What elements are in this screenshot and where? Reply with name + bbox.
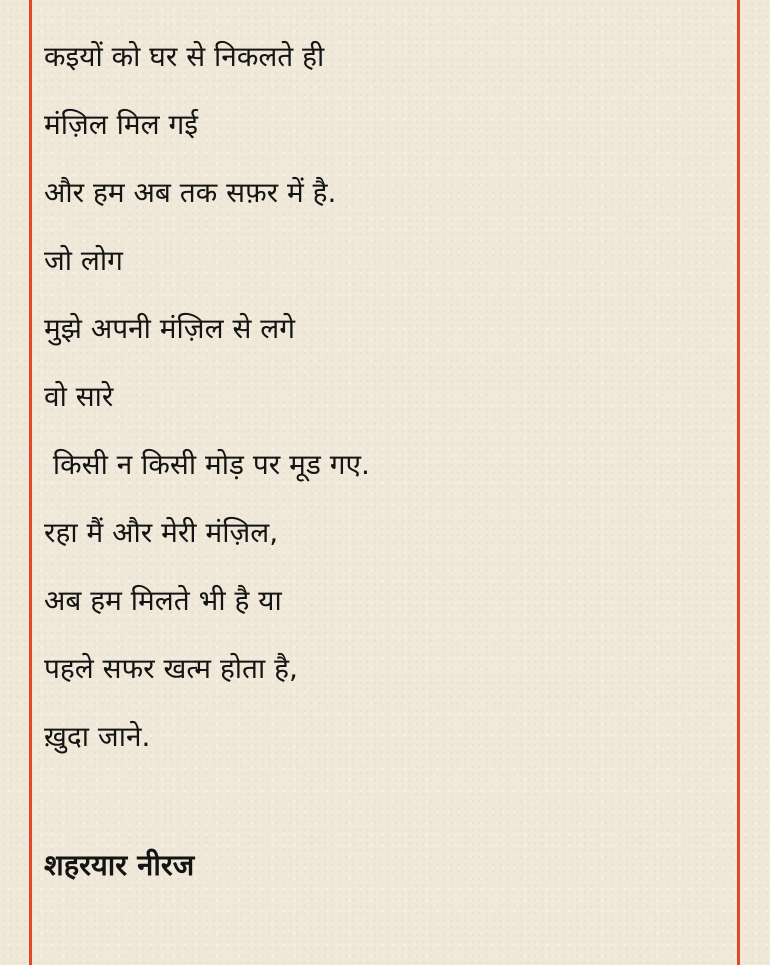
left-border-line bbox=[29, 0, 32, 965]
stanza-spacer bbox=[44, 782, 724, 842]
poem-text bbox=[44, 34, 724, 888]
poem-line-5: मुझे अपनी मंज़िल से लगे bbox=[44, 312, 296, 345]
poem-line-1: कइयों को घर से निकलते ही bbox=[44, 40, 325, 73]
poem-line-3: और हम अब तक सफ़र में है. bbox=[44, 176, 337, 209]
right-border-line bbox=[737, 0, 740, 965]
author-name: शहरयार नीरज bbox=[44, 848, 195, 882]
poem-line-4: जो लोग bbox=[44, 244, 123, 277]
poem-line-8: रहा मैं और मेरी मंज़िल, bbox=[44, 516, 279, 549]
poem-line-10: पहले सफर खत्म होता है, bbox=[44, 652, 298, 685]
poem-line-2: मंज़िल मिल गई bbox=[44, 108, 199, 141]
poem-line-7: किसी न किसी मोड़ पर मूड गए. bbox=[44, 448, 370, 481]
poem-line-6: वो सारे bbox=[44, 380, 114, 413]
poem-line-11: ख़ुदा जाने. bbox=[44, 720, 151, 753]
poem-line-9: अब हम मिलते भी है या bbox=[44, 584, 282, 617]
